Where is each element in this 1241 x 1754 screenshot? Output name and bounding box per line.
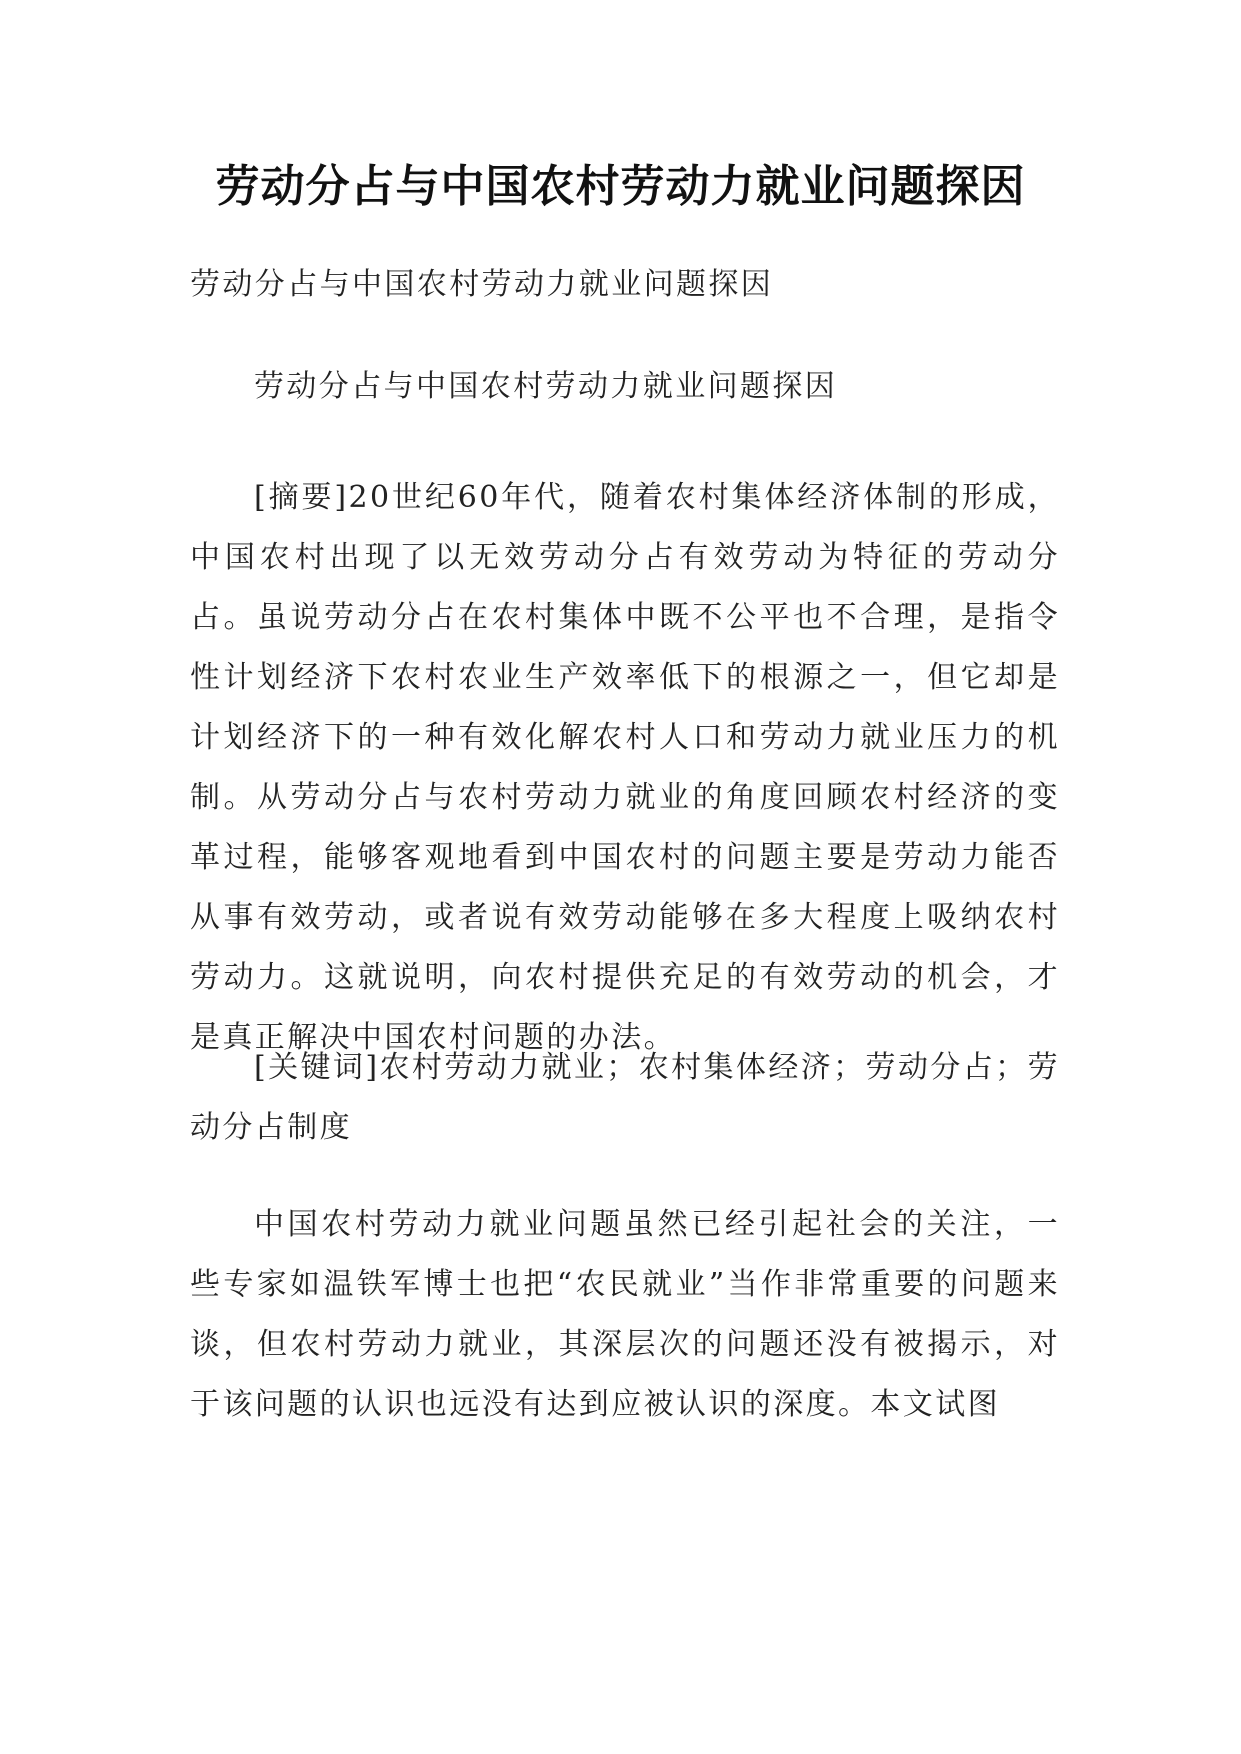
- body-paragraph: 中国农村劳动力就业问题虽然已经引起社会的关注，一些专家如温铁军博士也把“农民就业”当作非常重要的问题来谈，但农村劳动力就业，其深层次的问题还没有被揭示，对于该问题的认识也远没有达到应被认识的深度。本文试图: [190, 1207, 1060, 1422]
- document-subtitle: 劳动分占与中国农村劳动力就业问题探因: [190, 267, 774, 302]
- abstract-paragraph: [摘要]20世纪60年代，随着农村集体经济体制的形成，中国农村出现了以无效劳动分占有效劳动为特征的劳动分占。虽说劳动分占在农村集体中既不公平也不合理，是指令性计划经济下农村农业生产效率低下的根源之一，但它却是计划经济下的一种有效化解农村人口和劳动力就业压力的机制。从劳动分占与农村劳动力就业的角度回顾农村经济的变革过程，能够客观地看到中国农村的问题主要是劳动力能否从事有效劳动，或者说有效劳动能够在多大程度上吸纳农村劳动力。这就说明，向农村提供充足的有效劳动的机会，才是真正解决中国农村问题的办法。: [190, 480, 1060, 1055]
- keywords-paragraph: [关键词]农村劳动力就业；农村集体经济；劳动分占；劳动分占制度: [190, 1050, 1060, 1145]
- document-subtitle-indented: 劳动分占与中国农村劳动力就业问题探因: [254, 369, 838, 404]
- document-title: 劳动分占与中国农村劳动力就业问题探因: [215, 161, 1026, 212]
